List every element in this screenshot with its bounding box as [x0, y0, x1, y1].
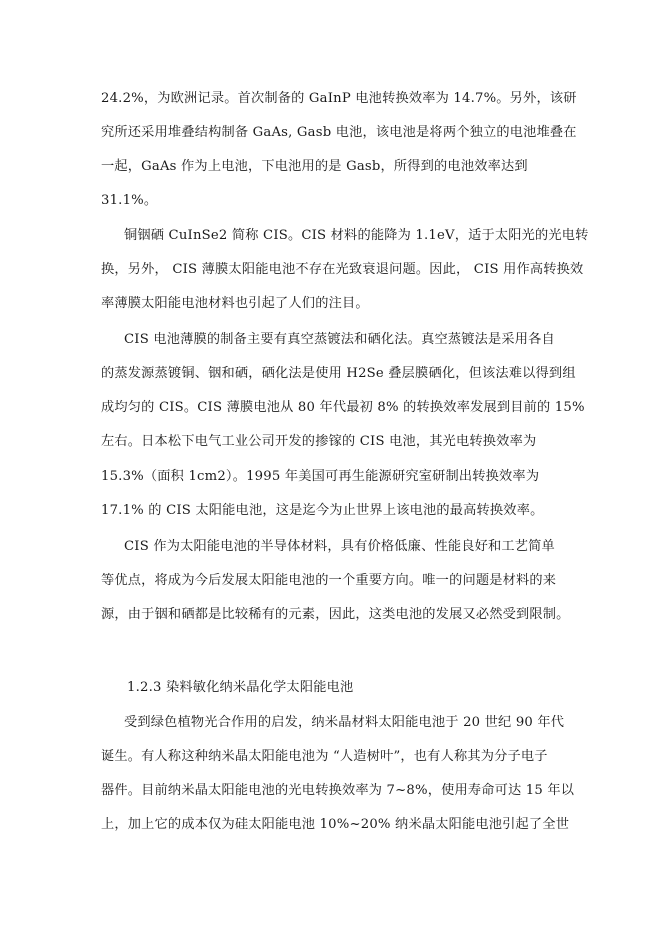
text-line-21: 上，加上它的成本仅为硅太阳能电池 10%~20% 纳米晶太阳能电池引起了全世	[101, 817, 570, 832]
text-line-20: 器件。目前纳米晶太阳能电池的光电转换效率为 7~8%，使用寿命可达 15 年以	[101, 783, 575, 798]
text-line-19: 诞生。有人称这种纳米晶太阳能电池为 “人造树叶”，也有人称其为分子电子	[101, 749, 548, 764]
text-line-6: 换，另外， CIS 薄膜太阳能电池不存在光致衰退问题。因此， CIS 用作高转换效	[101, 262, 584, 277]
paragraph-cis-preparation: CIS 电池薄膜的制备主要有真空蒸镀法和硒化法。真空蒸镀法是采用各自	[124, 332, 555, 347]
text-line-4: 31.1%。	[101, 193, 158, 208]
text-line-7: 率薄膜太阳能电池材料也引起了人们的注目。	[101, 296, 369, 311]
text-line-15: 等优点，将成为今后发展太阳能电池的一个重要方向。唯一的问题是材料的来	[101, 573, 557, 588]
paragraph-dye-sensitized: 受到绿色植物光合作用的启发，纳米晶材料太阳能电池于 20 世纪 90 年代	[124, 715, 565, 730]
section-heading: 1.2.3 染料敏化纳米晶化学太阳能电池	[127, 680, 354, 695]
text-line-11: 左右。日本松下电气工业公司开发的掺镓的 CIS 电池，其光电转换效率为	[101, 434, 537, 449]
text-line-13: 17.1% 的 CIS 太阳能电池，这是迄今为止世界上该电池的最高转换效率。	[101, 503, 544, 518]
text-line-3: 一起，GaAs 作为上电池，下电池用的是 Gasb，所得到的电池效率达到	[101, 159, 528, 174]
text-line-9: 的蒸发源蒸镀铜、铟和硒，硒化法是使用 H2Se 叠层膜硒化，但该法难以得到组	[101, 366, 576, 381]
text-line-10: 成均匀的 CIS。CIS 薄膜电池从 80 年代最初 8% 的转换效率发展到目前的 15%	[101, 400, 585, 415]
text-line-12: 15.3%（面积 1cm2）。1995 年美国可再生能源研究室研制出转换效率为	[101, 469, 540, 484]
text-line-16: 源，由于铟和硒都是比较稀有的元素，因此，这类电池的发展又必然受到限制。	[101, 607, 570, 622]
text-line-2: 究所还采用堆叠结构制备 GaAs, Gasb 电池，该电池是将两个独立的电池堆叠在	[101, 125, 577, 140]
paragraph-cis-intro: 铜铟硒 CuInSe2 简称 CIS。CIS 材料的能降为 1.1eV，适于太阳光的光电转	[124, 228, 589, 243]
paragraph-cis-outlook: CIS 作为太阳能电池的半导体材料，具有价格低廉、性能良好和工艺简单	[124, 539, 555, 554]
text-line-1: 24.2%，为欧洲记录。首次制备的 GaInP 电池转换效率为 14.7%。另外，该研	[101, 91, 577, 106]
